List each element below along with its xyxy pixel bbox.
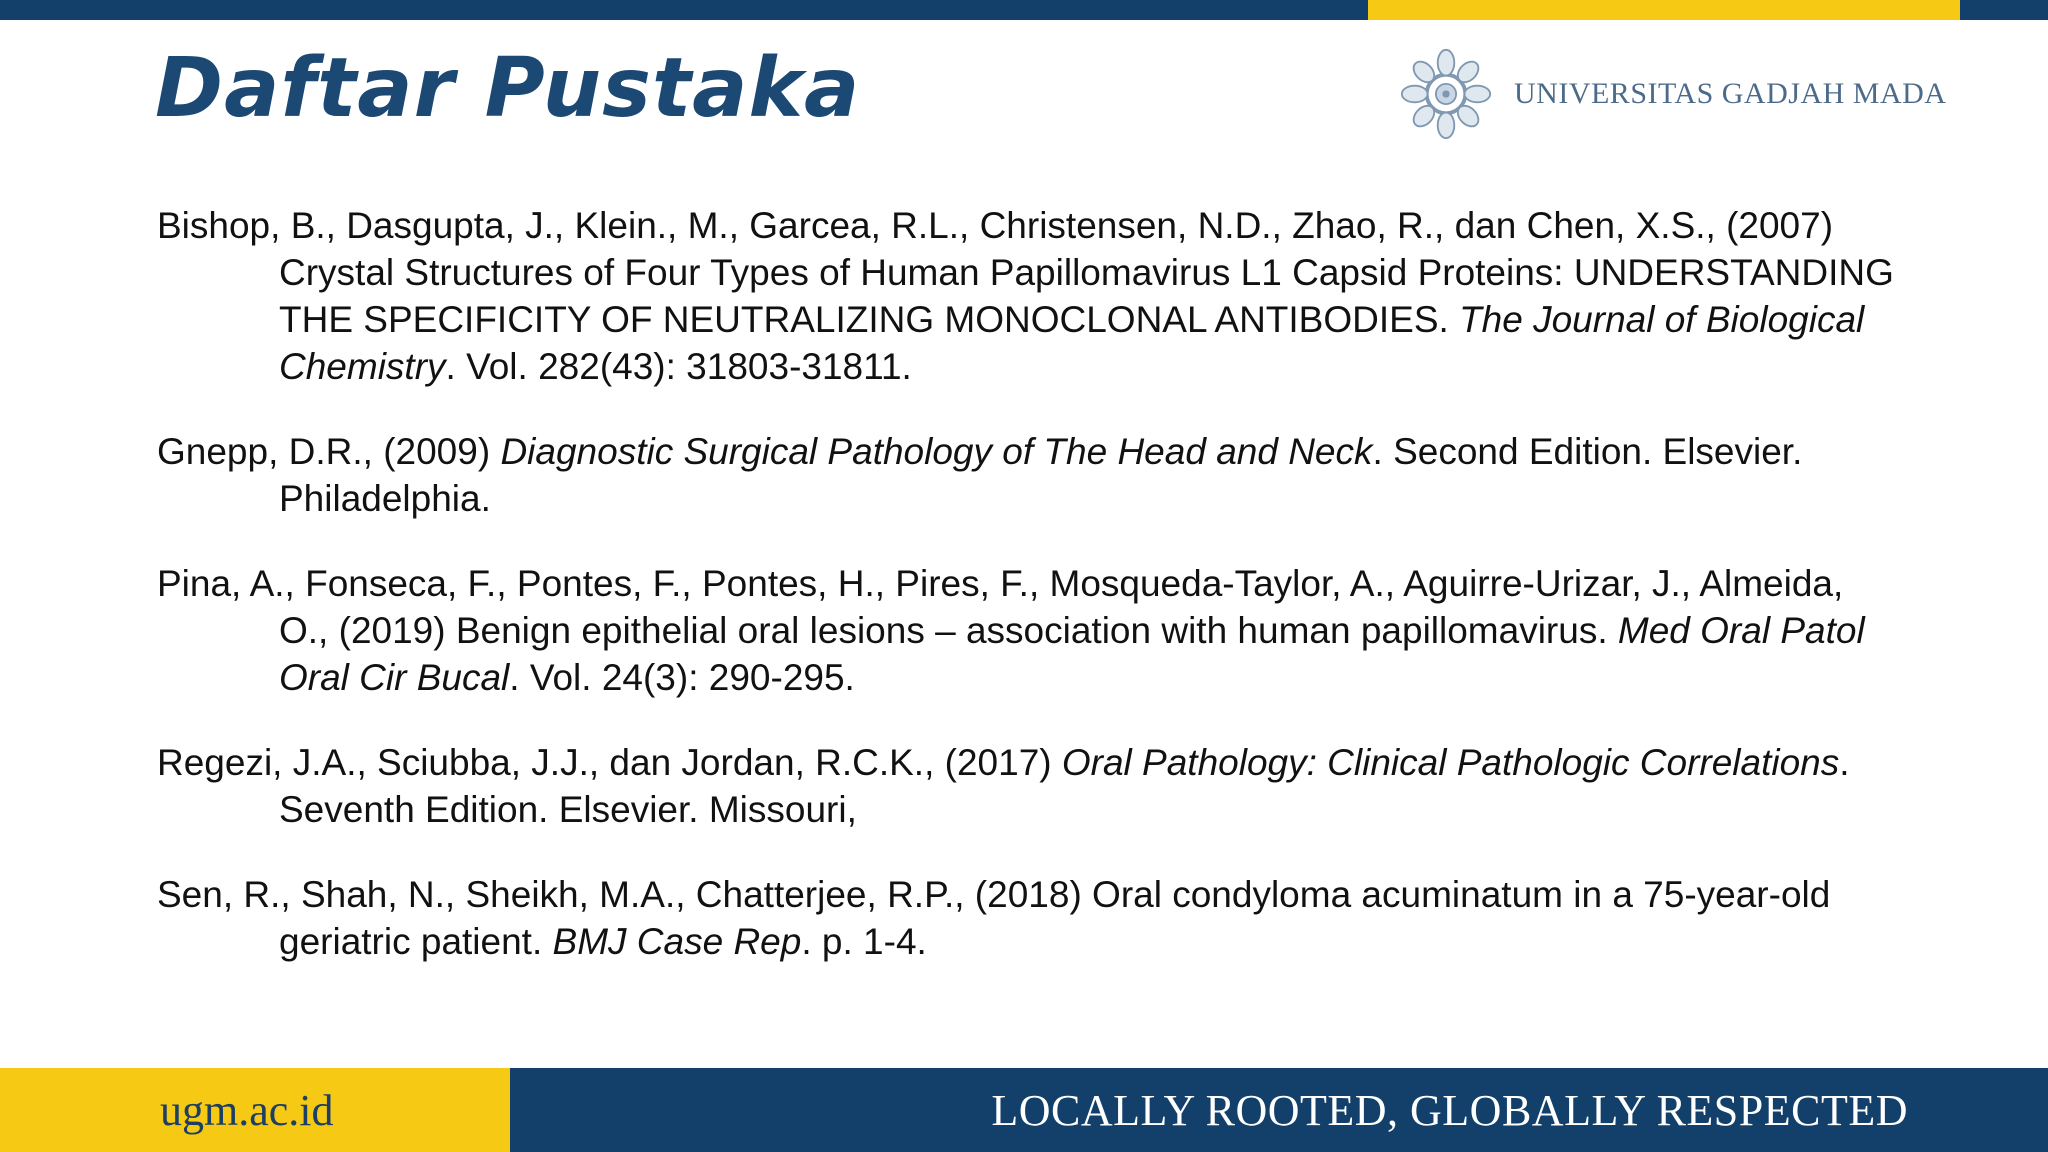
reference-text: Bishop, B., Dasgupta, J., Klein., M., Garcea, R.L., Christensen, N.D., Zhao, R., dan Chen, X.S., (2007) Crystal Structures of Four Types of Human Papillomavirus L1 Capsid Proteins: UNDERSTANDING THE SPECIFICITY OF NEUTRALIZING MONOCLONAL ANTIBODIES.	[157, 205, 1894, 340]
reference-text: Pina, A., Fonseca, F., Pontes, F., Pontes, H., Pires, F., Mosqueda-Taylor, A., Aguirre-Urizar, J., Almeida, O., (2019) Benign epithelial oral lesions – association with human papillomavirus.	[157, 563, 1844, 651]
top-accent-bar-navy	[0, 0, 1368, 20]
reference-source: The Journal of Biological Chemistry	[279, 299, 1865, 387]
reference-details: . Second Edition. Elsevier. Philadelphia.	[279, 431, 1803, 519]
reference-item	[157, 871, 1897, 965]
reference-item	[157, 739, 1897, 833]
reference-item	[157, 428, 1897, 522]
reference-source: Med Oral Patol Oral Cir Bucal	[279, 610, 1865, 698]
footer-tagline-panel	[510, 1068, 2048, 1152]
reference-source: Oral Pathology: Clinical Pathologic Correlations	[1061, 742, 1840, 783]
reference-source: BMJ Case Rep	[552, 921, 802, 962]
reference-list	[157, 202, 1897, 1003]
reference-details: . Vol. 282(43): 31803-31811.	[445, 346, 912, 387]
footer-tagline: LOCALLY ROOTED, GLOBALLY RESPECTED	[991, 1085, 1908, 1135]
reference-item	[157, 202, 1897, 390]
top-accent-bar-gold	[1368, 0, 1960, 20]
footer-url: ugm.ac.id	[160, 1085, 334, 1135]
ugm-seal-icon	[1400, 48, 1492, 140]
reference-item	[157, 560, 1897, 701]
reference-details: . Seventh Edition. Elsevier. Missouri,	[279, 742, 1850, 830]
university-logo	[1400, 46, 1947, 142]
footer-url-panel	[0, 1068, 510, 1152]
reference-details: . p. 1-4.	[801, 921, 927, 962]
reference-text: Sen, R., Shah, N., Sheikh, M.A., Chatterjee, R.P., (2018) Oral condyloma acuminatum in a 75-year-old geriatric patient.	[157, 874, 1831, 962]
page-title: Daftar Pustaka	[155, 41, 861, 136]
reference-source: Diagnostic Surgical Pathology of The Head and Neck	[500, 431, 1373, 472]
reference-text: Regezi, J.A., Sciubba, J.J., dan Jordan, R.C.K., (2017)	[157, 742, 1062, 783]
reference-text: Gnepp, D.R., (2009)	[157, 431, 501, 472]
university-name: UNIVERSITAS GADJAH MADA	[1514, 77, 1947, 110]
reference-details: . Vol. 24(3): 290-295.	[509, 657, 855, 698]
top-accent-bar-navy-end	[1960, 0, 2048, 20]
